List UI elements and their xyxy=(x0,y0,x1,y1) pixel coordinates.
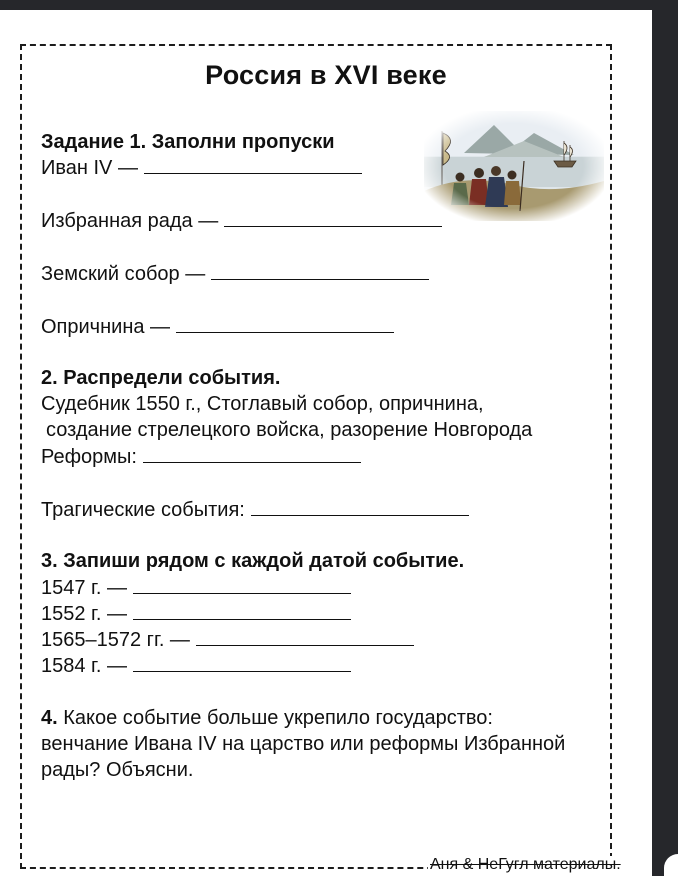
date-row xyxy=(41,603,351,626)
date-row xyxy=(41,655,351,678)
task1-item-label: Избранная рада — xyxy=(41,210,219,232)
task2-tragic xyxy=(41,499,469,522)
task2-events-line: создание стрелецкого войска, разорение Новгорода xyxy=(46,419,533,441)
historical-illustration-icon xyxy=(424,111,604,221)
task1-item-label: Земский собор — xyxy=(41,263,206,285)
task1-item-label: Иван IV — xyxy=(41,157,138,179)
task1-heading: Задание 1. Заполни пропуски xyxy=(41,131,335,153)
task1-item xyxy=(41,263,429,286)
worksheet-page xyxy=(0,10,652,876)
answer-blank[interactable] xyxy=(176,316,394,333)
task4-line xyxy=(41,707,493,730)
task4-line: рады? Объясни. xyxy=(41,759,194,781)
date-label: 1584 г. — xyxy=(41,655,128,677)
task2-events-line: Судебник 1550 г., Стоглавый собор, опричнина, xyxy=(41,393,484,415)
date-row xyxy=(41,577,351,600)
answer-blank[interactable] xyxy=(251,499,469,516)
date-label: 1547 г. — xyxy=(41,577,128,599)
date-row xyxy=(41,629,414,652)
task2-heading: 2. Распредели события. xyxy=(41,367,281,389)
answer-blank[interactable] xyxy=(143,446,361,463)
answer-blank[interactable] xyxy=(224,210,442,227)
tragic-label: Трагические события: xyxy=(41,499,245,521)
task3-heading: 3. Запиши рядом с каждой датой событие. xyxy=(41,550,465,572)
task1-item xyxy=(41,157,362,180)
answer-blank[interactable] xyxy=(133,577,351,594)
screen-right-bar xyxy=(652,0,678,876)
date-label: 1552 г. — xyxy=(41,603,128,625)
date-label: 1565–1572 гг. — xyxy=(41,629,190,651)
task1-item xyxy=(41,210,442,233)
task4-number: 4. xyxy=(41,707,58,729)
answer-blank[interactable] xyxy=(133,603,351,620)
screen-top-bar xyxy=(0,0,678,10)
task1-item xyxy=(41,316,394,339)
task4-line: венчание Ивана IV на царство или реформы Избранной xyxy=(41,733,566,755)
footer-credit: Аня & НеГугл материалы. xyxy=(430,856,621,873)
task1-item-label: Опричнина — xyxy=(41,316,171,338)
task2-reforms xyxy=(41,446,361,469)
answer-blank[interactable] xyxy=(144,157,362,174)
answer-blank[interactable] xyxy=(211,263,429,280)
reforms-label: Реформы: xyxy=(41,446,137,468)
task4-question: Какое событие больше укрепило государство: xyxy=(63,707,493,729)
page-title: Россия в XVI веке xyxy=(205,60,447,90)
answer-blank[interactable] xyxy=(196,629,414,646)
answer-blank[interactable] xyxy=(133,655,351,672)
